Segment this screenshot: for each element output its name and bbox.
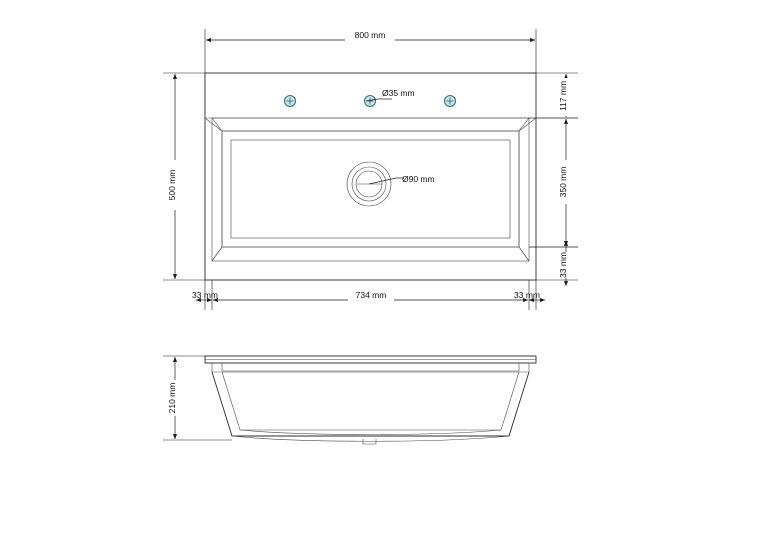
dimension-right-margin	[514, 280, 545, 310]
bowl-opening	[212, 118, 529, 261]
dim-bowl-width-label: 734 mm	[355, 290, 387, 300]
dim-left-margin-label: 33 mm	[192, 290, 218, 300]
bowl-inner	[222, 131, 519, 247]
tap-hole-right	[445, 96, 456, 107]
top-view-geometry	[205, 73, 536, 280]
dim-overall-depth-label: 500 mm	[167, 169, 177, 201]
dimension-top-band	[536, 73, 578, 118]
dimension-left-margin	[192, 280, 218, 310]
dim-bottom-margin-label: 33 mm	[558, 252, 568, 278]
front-view-geometry	[205, 356, 536, 444]
dimension-bowl-width	[212, 280, 529, 310]
dimension-height	[163, 356, 232, 440]
dim-tap-hole-label: Ø35 mm	[382, 88, 415, 98]
dimension-overall-depth	[163, 73, 205, 280]
dim-bowl-depth-label: 350 mm	[558, 166, 568, 198]
dim-top-band-label: 117 mm	[558, 80, 568, 112]
dim-overall-width-label: 800 mm	[354, 30, 386, 40]
dimension-overall-width	[205, 29, 536, 73]
dim-drain-label: Ø90 mm	[402, 174, 435, 184]
front-body	[212, 372, 529, 436]
dim-right-margin-label: 33 mm	[514, 290, 540, 300]
dim-height-label: 210 mm	[167, 382, 177, 414]
tap-hole-left	[285, 96, 296, 107]
bowl-floor	[231, 140, 510, 238]
